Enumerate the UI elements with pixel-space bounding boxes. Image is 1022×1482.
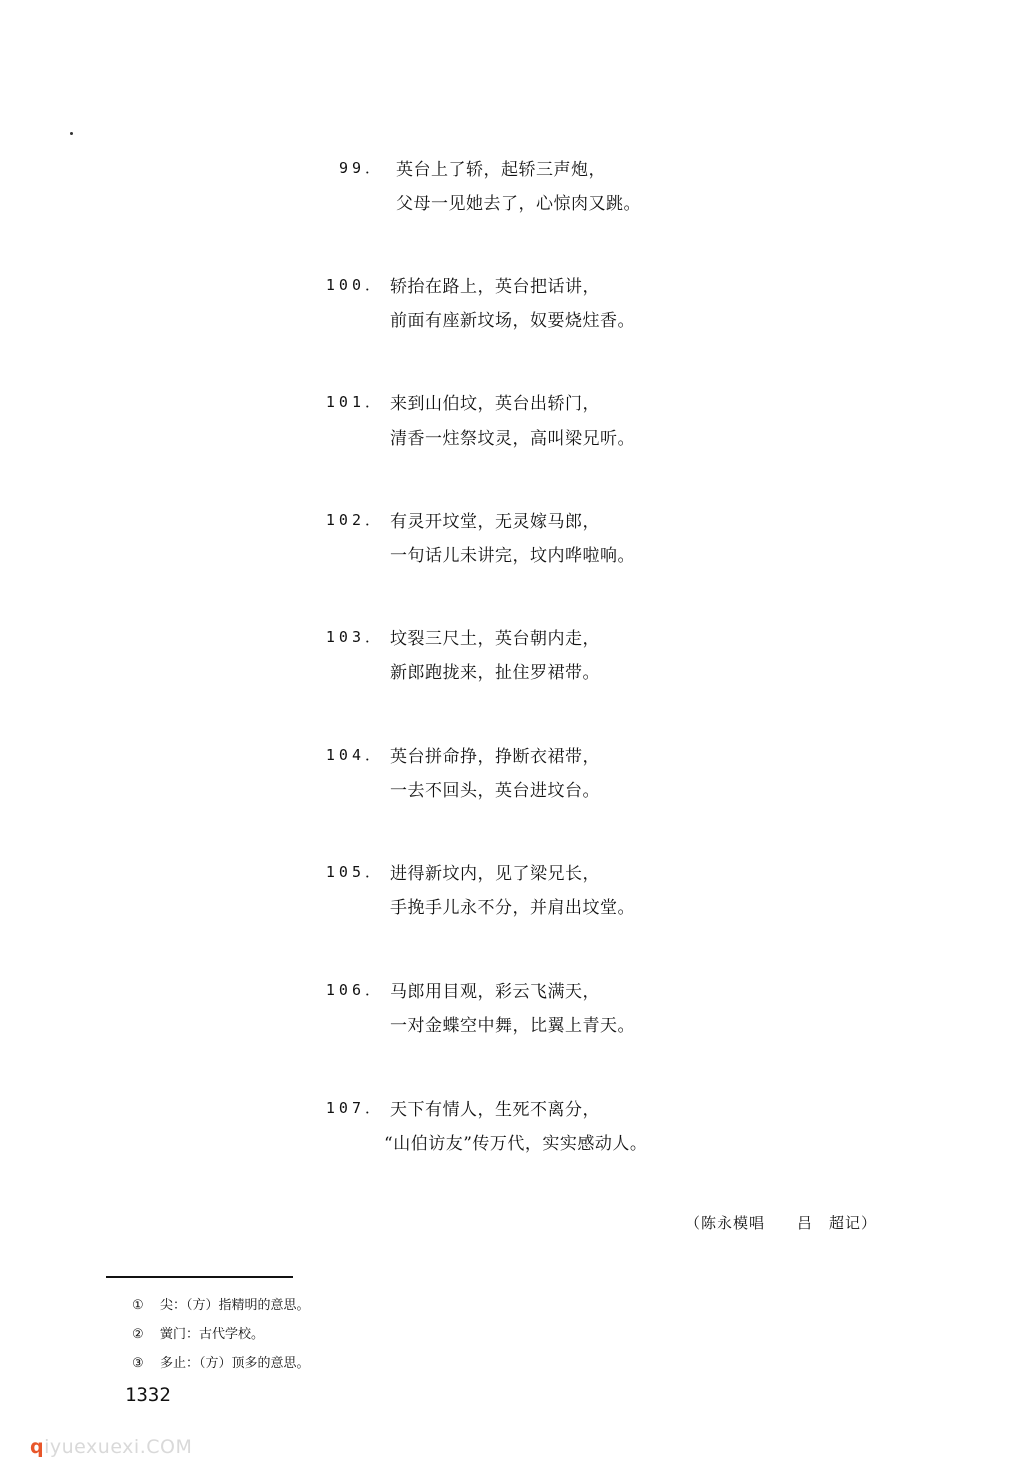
verse-line-2: 清香一炷祭坟灵，高叫梁兄听。	[390, 429, 635, 449]
verse-line-1: 马郎用目观，彩云飞满天，	[390, 982, 600, 1002]
verse-line-1: 英台上了轿，起轿三声炮，	[396, 160, 606, 180]
verse-number: 101．	[325, 393, 384, 411]
verse-line-2: 一对金蝶空中舞，比翼上青天。	[390, 1016, 635, 1036]
verse-number: 100．	[325, 276, 384, 294]
site-watermark	[30, 1436, 192, 1458]
verse-line-1: 来到山伯坟，英台出轿门，	[390, 394, 600, 414]
footnote-text: 多止：（方）顶多的意思。	[160, 1356, 310, 1371]
verse-line-2: “山伯访友”传万代，实实感动人。	[384, 1134, 648, 1154]
verse-line-1: 天下有情人，生死不离分，	[390, 1100, 600, 1120]
footnotes	[132, 1294, 310, 1381]
watermark-text: iyuexuexi.COM	[44, 1436, 193, 1458]
footnote-divider	[106, 1276, 293, 1278]
verse-number: 99．	[338, 159, 384, 177]
verse-number: 105．	[325, 863, 384, 881]
page-number: 1332	[125, 1384, 171, 1406]
verse-number: 102．	[325, 511, 384, 529]
verse-line-2: 父母一见她去了，心惊肉又跳。	[396, 194, 641, 214]
verse-number: 107．	[325, 1099, 384, 1117]
verse-line-2: 一句话儿未讲完，坟内哗啦响。	[390, 546, 635, 566]
footnote-2	[132, 1323, 310, 1352]
footnote-1	[132, 1294, 310, 1323]
verse-line-1: 进得新坟内，见了梁兄长，	[390, 864, 600, 884]
verse-number: 106．	[325, 981, 384, 999]
verse-number: 103．	[325, 628, 384, 646]
verse-line-1: 坟裂三尺土，英台朝内走，	[390, 629, 600, 649]
footnote-marker: ①	[132, 1298, 144, 1313]
verse-line-2: 手挽手儿永不分，并肩出坟堂。	[390, 898, 635, 918]
stray-mark	[70, 132, 73, 135]
footnote-text: 黉门：古代学校。	[160, 1327, 265, 1342]
verse-line-2: 一去不回头，英台进坟台。	[390, 781, 600, 801]
verse-line-1: 英台拼命挣，挣断衣裙带，	[390, 747, 600, 767]
singer-credit: （陈永模唱 吕 超记）	[685, 1214, 878, 1232]
footnote-marker: ②	[132, 1327, 144, 1342]
verse-line-1: 有灵开坟堂，无灵嫁马郎，	[390, 512, 600, 532]
verse-line-2: 新郎跑拢来，扯住罗裙带。	[390, 663, 600, 683]
watermark-initial: q	[30, 1436, 45, 1458]
footnote-marker: ③	[132, 1356, 144, 1371]
verse-number: 104．	[325, 746, 384, 764]
verse-line-2: 前面有座新坟场，奴要烧炷香。	[390, 311, 635, 331]
footnote-text: 尖：（方）指精明的意思。	[160, 1298, 310, 1313]
footnote-3	[132, 1352, 310, 1381]
verse-line-1: 轿抬在路上，英台把话讲，	[390, 277, 600, 297]
